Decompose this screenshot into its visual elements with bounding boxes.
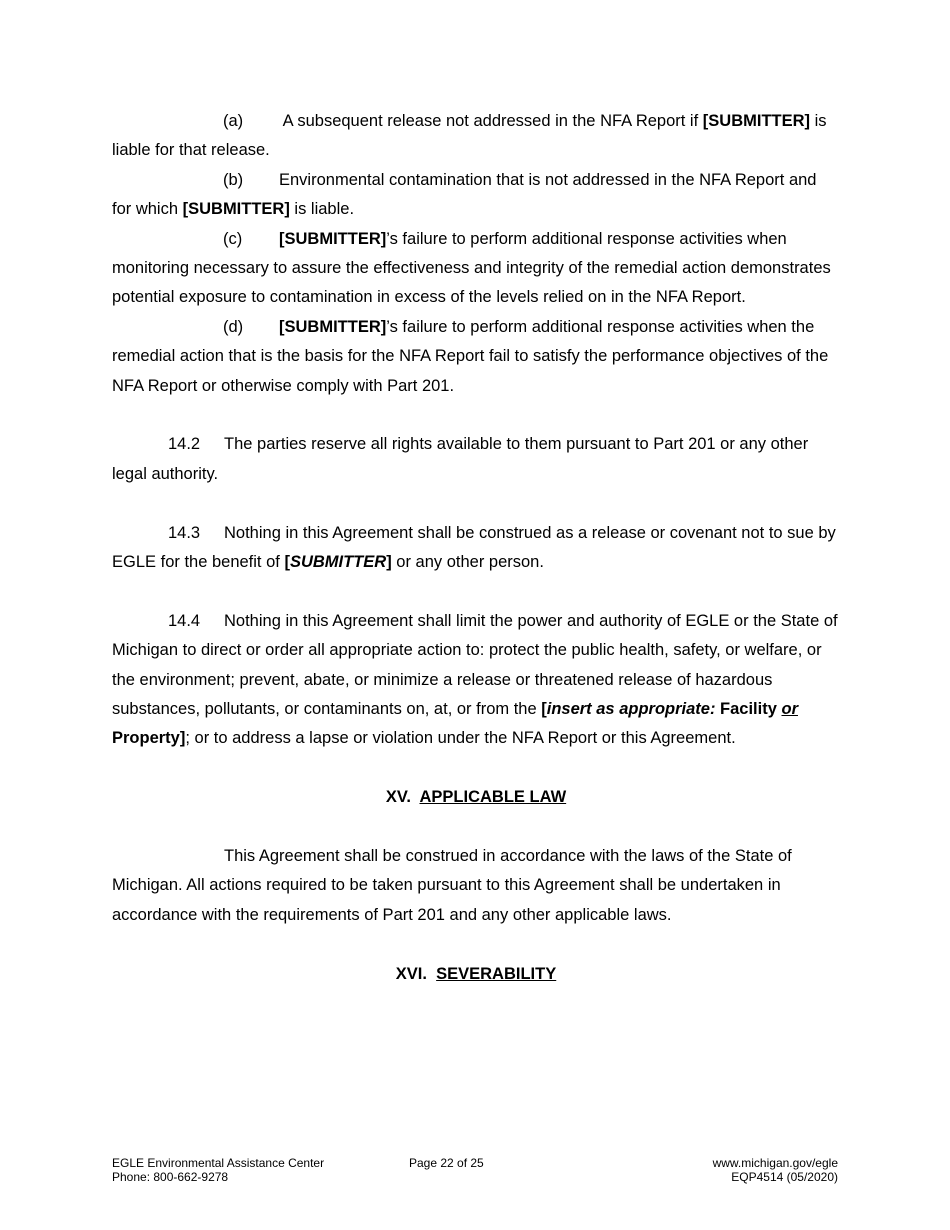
item-d (112, 313, 840, 401)
section-14-2-text: The parties reserve all rights available to them pursuant to Part 201 or any other legal authority. (112, 435, 809, 483)
footer-right (713, 1156, 838, 1184)
section-14-4-facility: Facility (715, 700, 782, 719)
item-d-label: (d) (223, 317, 244, 336)
section-14-4-insert-note: insert as appropriate: (546, 700, 716, 719)
section-14-4-property: Property] (112, 729, 186, 748)
item-b-text-pre: Environmental contamination that is not addressed in the NFA Report and for which (112, 170, 817, 219)
section-14-2-number: 14.2 (168, 435, 201, 454)
section-14-3-submitter: SUBMITTER (289, 553, 387, 572)
document-body (112, 107, 840, 989)
item-a-submitter: [SUBMITTER] (702, 112, 811, 130)
footer-page-number: Page 22 of 25 (409, 1156, 484, 1170)
heading-xv-numeral: XV. (385, 788, 411, 807)
footer-form-number: EQP4514 (05/2020) (731, 1170, 838, 1184)
item-b-text-post: is liable. (289, 200, 355, 219)
section-14-4-or: or (781, 700, 798, 719)
item-b (112, 166, 840, 225)
heading-xv-title: APPLICABLE LAW (419, 788, 567, 807)
section-14-4 (112, 607, 840, 754)
footer-url: www.michigan.gov/egle (712, 1156, 838, 1170)
applicable-law-paragraph (112, 842, 840, 930)
spacer (112, 577, 840, 606)
section-14-3-bracket-open: [ (284, 553, 290, 572)
section-14-4-bracket-open: [ (541, 700, 547, 719)
spacer (112, 930, 840, 959)
item-a-text-post: is liable for that release. (112, 112, 827, 160)
section-14-3-text-pre: Nothing in this Agreement shall be construed as a release or covenant not to sue by EGLE for the benefit of (112, 523, 836, 572)
section-14-3-number: 14.3 (168, 523, 201, 542)
item-b-submitter: [SUBMITTER] (182, 200, 290, 219)
item-a-text-pre: A subsequent release not addressed in the NFA Report if (279, 112, 703, 130)
footer-center (409, 1156, 484, 1170)
section-14-4-number: 14.4 (168, 611, 201, 630)
spacer (112, 489, 840, 518)
item-d-submitter: [SUBMITTER] (279, 317, 387, 336)
section-14-3 (112, 519, 840, 578)
section-14-3-text-post: or any other person. (391, 553, 544, 572)
heading-xvi-numeral: XVI. (395, 964, 427, 983)
applicable-law-text: This Agreement shall be construed in accordance with the laws of the State of Michigan. All actions required to be taken pursuant to this Agreement shall be undertaken in accordance with the requirements of Part 201 and any other applicable laws. (112, 847, 792, 924)
item-c-text-post: ’s failure to perform additional response activities when monitoring necessary to assure the effectiveness and integrity of the remedial action demonstrates potential exposure to contamination in excess of the levels relied on in the NFA Report. (112, 229, 831, 307)
item-b-label: (b) (223, 170, 244, 189)
item-a (112, 107, 840, 166)
section-14-3-bracket-close: ] (386, 553, 392, 572)
heading-severability (112, 960, 840, 989)
footer-left (112, 1156, 324, 1184)
spacer (112, 754, 840, 783)
section-14-2 (112, 430, 840, 489)
footer-org: EGLE Environmental Assistance Center (112, 1156, 325, 1170)
item-c-label: (c) (223, 229, 243, 248)
heading-applicable-law (112, 783, 840, 812)
item-d-text-post: ’s failure to perform additional response activities when the remedial action that is the basis for the NFA Report fail to satisfy the performance objectives of the NFA Report or otherwise comply with Part 201. (112, 317, 829, 395)
item-c-submitter: [SUBMITTER] (279, 229, 387, 248)
item-c (112, 225, 840, 313)
footer-phone: Phone: 800-662-9278 (112, 1170, 229, 1184)
section-14-4-text-post: ; or to address a lapse or violation under the NFA Report or this Agreement. (185, 729, 736, 748)
spacer (112, 813, 840, 842)
item-a-label: (a) (223, 112, 244, 130)
spacer (112, 401, 840, 430)
heading-xvi-title: SEVERABILITY (436, 964, 557, 983)
section-14-4-text-pre: Nothing in this Agreement shall limit the power and authority of EGLE or the State of Michigan to direct or order all appropriate action to: protect the public health, safety, or welfare, or the environment; prevent, abate, or minimize a release or threatened release of hazardous substances, pollutants, or contaminants on, at, or from the (112, 611, 838, 719)
